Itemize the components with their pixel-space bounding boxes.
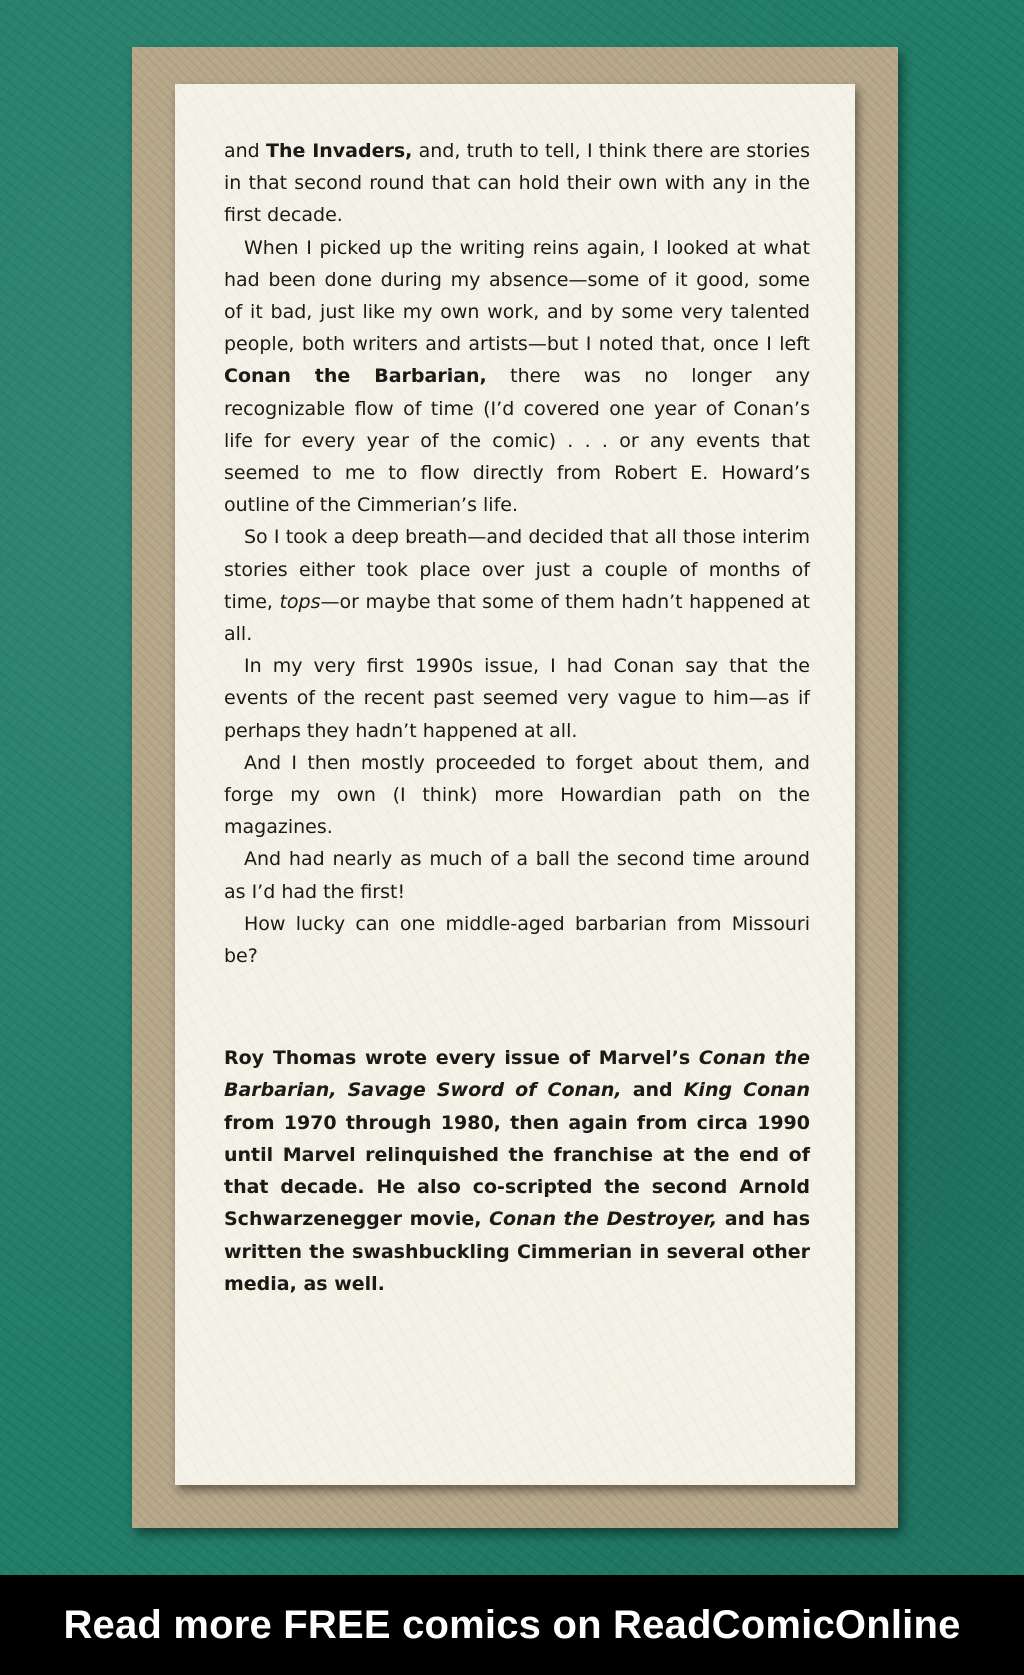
title-conan-savage-sword: Conan the Barbarian, Savage Sword of Conan, — [224, 1047, 810, 1102]
article-paragraph: And I then mostly proceeded to forget about them, and forge my own (I think) more Howardian path on the magazines. — [224, 751, 810, 839]
article-text-column — [224, 135, 810, 1300]
title-conan-the-barbarian: Conan the Barbarian, — [224, 365, 487, 388]
title-the-invaders: The Invaders, — [266, 140, 413, 162]
article-paragraph: When I picked up the writing reins again, I looked at what had been done during my absence—some of it good, some of it bad, just like my own work, and by some very talented people, both writers and artists—but I noted that, once I left Conan the Barbarian, there was no longer any recognizable flow of time (I’d covered one year of Conan’s life for every year of the comic) . . . or any events that seemed to me to flow directly from Robert E. Howard’s outline of the Cimmerian’s life. — [224, 236, 811, 517]
emphasis-tops: tops — [279, 590, 321, 613]
article-paragraph: How lucky can one middle-aged barbarian from Missouri be? — [224, 912, 810, 968]
promo-banner[interactable] — [0, 1575, 1024, 1675]
title-king-conan: King Conan — [683, 1079, 810, 1102]
article-paragraph: So I took a deep breath—and decided that all those interim stories either took place over just a couple of months of time, tops—or maybe that some of them hadn’t happened at all. — [224, 526, 810, 646]
author-bio: Roy Thomas wrote every issue of Marvel’s Conan the Barbarian, Savage Sword of Conan, and King Conan from 1970 through 1980, then again from circa 1990 until Marvel relinquished the franchise at the end of that decade. He also co-scripted the second Arnold Schwarzenegger movie, Conan the Destroyer, and has written the swashbuckling Cimmerian in several other media, as well. — [224, 1047, 811, 1295]
promo-banner-text[interactable]: Read more FREE comics on ReadComicOnline — [63, 1602, 961, 1647]
article-paragraph: And had nearly as much of a ball the second time around as I’d had the first! — [224, 848, 810, 903]
title-conan-the-destroyer: Conan the Destroyer, — [489, 1208, 718, 1231]
article-paragraph: and The Invaders, and, truth to tell, I think there are stories in that second round that can hold their own with any in the first decade. — [224, 140, 810, 227]
article-paragraph: In my very first 1990s issue, I had Conan say that the events of the recent past seemed very vague to him—as if perhaps they hadn’t happened at all. — [224, 655, 810, 742]
